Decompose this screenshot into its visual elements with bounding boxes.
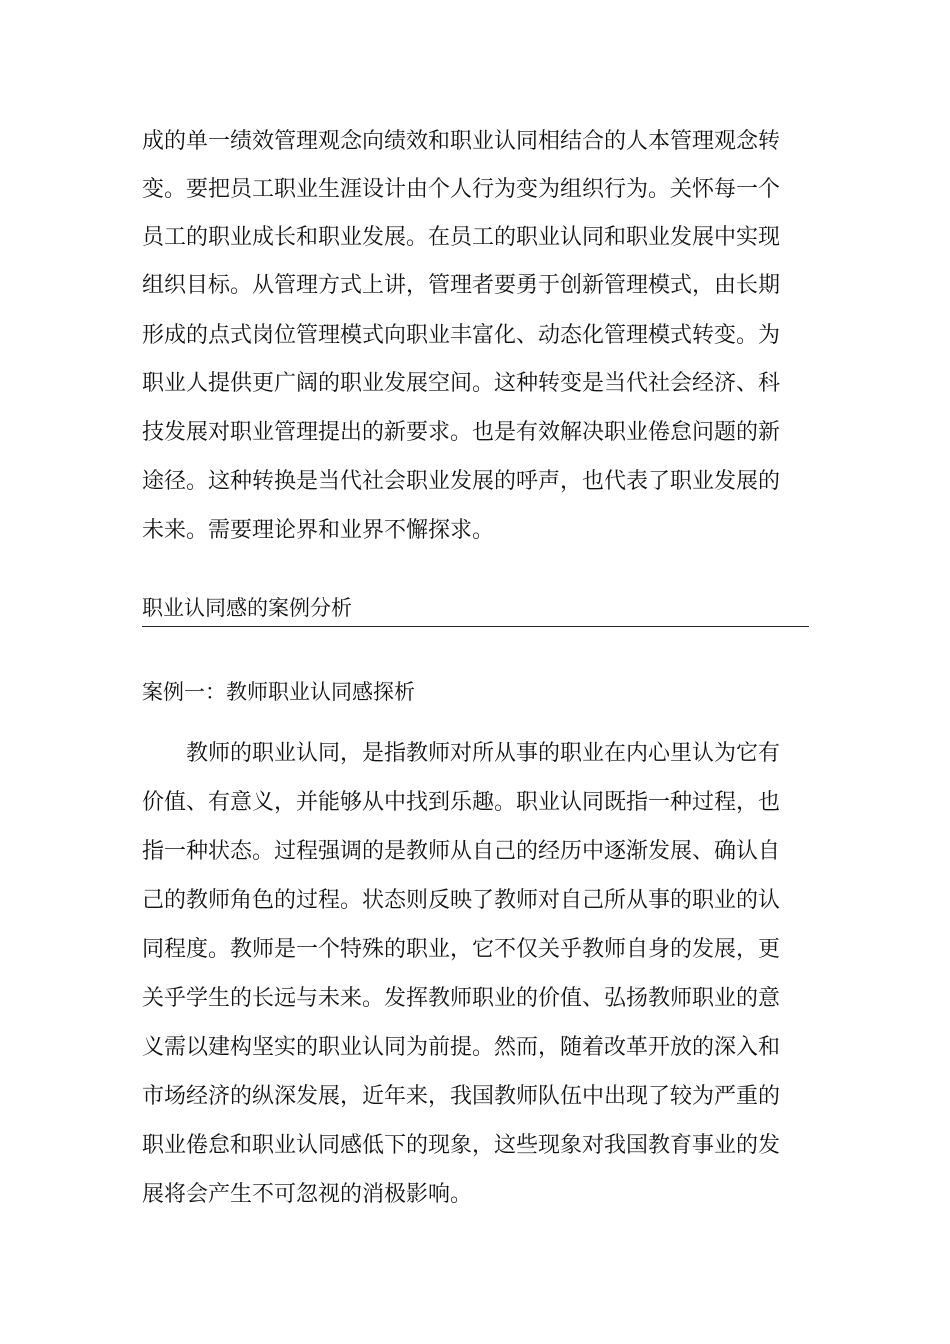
paragraph-line: 同程度。教师是一个特殊的职业，它不仅关乎教师自身的发展，更	[142, 937, 781, 962]
paragraph-line: 指一种状态。过程强调的是教师从自己的经历中逐渐发展、确认自	[142, 839, 781, 864]
paragraph-line-indented: 教师的职业认同，是指教师对所从事的职业在内心里认为它有	[186, 741, 781, 766]
paragraph-line: 市场经济的纵深发展，近年来，我国教师队伍中出现了较为严重的	[142, 1084, 781, 1109]
paragraph-line: 变。要把员工职业生涯设计由个人行为变为组织行为。关怀每一个	[142, 177, 781, 202]
paragraph-line: 技发展对职业管理提出的新要求。也是有效解决职业倦怠问题的新	[142, 420, 781, 445]
paragraph-line: 义需以建构坚实的职业认同为前提。然而，随着改革开放的深入和	[142, 1035, 781, 1060]
paragraph-line: 员工的职业成长和职业发展。在员工的职业认同和职业发展中实现	[142, 225, 781, 250]
paragraph-line: 未来。需要理论界和业界不懈探求。	[142, 518, 495, 543]
paragraph-line: 成的单一绩效管理观念向绩效和职业认同相结合的人本管理观念转	[142, 129, 781, 154]
section-heading: 职业认同感的案例分析	[142, 590, 809, 627]
paragraph-line: 价值、有意义，并能够从中找到乐趣。职业认同既指一种过程，也	[142, 790, 781, 815]
paragraph-line: 途径。这种转换是当代社会职业发展的呼声，也代表了职业发展的	[142, 469, 781, 494]
paragraph-line: 展将会产生不可忽视的消极影响。	[142, 1182, 473, 1207]
paragraph-line: 形成的点式岗位管理模式向职业丰富化、动态化管理模式转变。为	[142, 323, 781, 348]
paragraph-line: 职业人提供更广阔的职业发展空间。这种转变是当代社会经济、科	[142, 371, 781, 396]
paragraph-line: 职业倦怠和职业认同感低下的现象，这些现象对我国教育事业的发	[142, 1133, 781, 1158]
paragraph-line: 己的教师角色的过程。状态则反映了教师对自己所从事的职业的认	[142, 888, 781, 913]
paragraph-line: 关乎学生的长远与未来。发挥教师职业的价值、弘扬教师职业的意	[142, 986, 781, 1011]
paragraph-line: 组织目标。从管理方式上讲，管理者要勇于创新管理模式，由长期	[142, 273, 781, 298]
case-heading: 案例一：教师职业认同感探析	[142, 680, 415, 704]
